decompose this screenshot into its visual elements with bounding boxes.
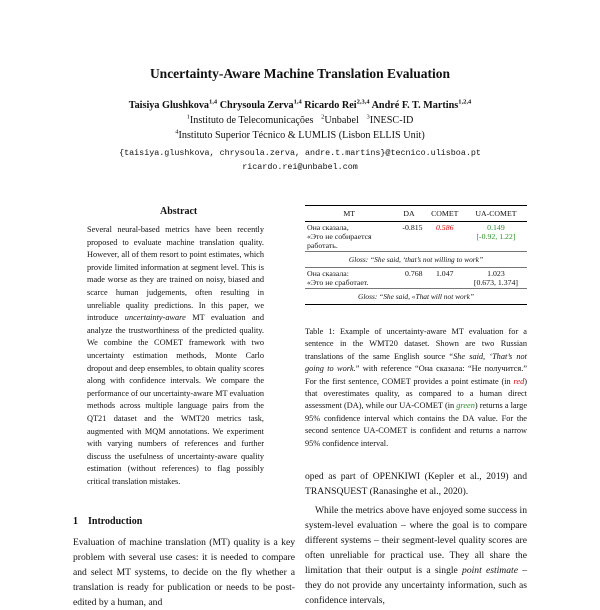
affiliation: Instituto Superior Técnico & LUMLIS (Lisbon ELLIS Unit) bbox=[178, 130, 425, 141]
gloss-row: Gloss: “She said, «That will not work” bbox=[305, 289, 527, 305]
ua-comet-cell: 1.023 [0.673, 1.374] bbox=[473, 269, 519, 287]
section-heading-introduction: 1 Introduction bbox=[73, 516, 143, 527]
author-name: Taisiya Glushkova bbox=[128, 100, 210, 111]
author-name: André F. T. Martins bbox=[371, 100, 459, 111]
affiliation: INESC-ID bbox=[369, 115, 414, 126]
table-row bbox=[305, 222, 527, 252]
gloss-row: Gloss: “She said, ‘that’s not willing to work” bbox=[305, 252, 527, 268]
abstract-heading: Abstract bbox=[160, 206, 198, 217]
author-affiliation-mark: 1,4 bbox=[293, 98, 302, 106]
author-affiliation-mark: 1,2,4 bbox=[458, 98, 472, 106]
column-header-mt: MT bbox=[305, 206, 393, 222]
author-affiliation-mark: 2,3,4 bbox=[356, 98, 370, 106]
comet-cell: 1.047 bbox=[435, 269, 454, 278]
mt-cell: Она сказала: «Это не сработает. bbox=[307, 269, 369, 287]
paragraph: While the metrics above have enjoyed some success in system-level evaluation – where the goal is to compare different systems – their segment-level quality scores are often unreliable for practical use. They all share the limitation that their output is a single point estimate – they do not provide any uncertainty information, such as confidence intervals, bbox=[305, 505, 528, 606]
paper-title: Uncertainty-Aware Machine Translation Evaluation bbox=[149, 66, 451, 81]
introduction-text: Evaluation of machine translation (MT) quality is a key problem with several use cases: it is needed to compare and select MT systems, to decide on the fly whether a translation is ready for publication or needs to be post-edited by a human, and bbox=[73, 537, 295, 608]
affiliation: Instituto de Telecomunicações bbox=[189, 115, 314, 126]
ua-comet-cell: 0.149 [-0.92, 1.22] bbox=[476, 223, 516, 241]
right-column-text bbox=[305, 469, 527, 608]
affiliations-line-1: $^1$Instituto de Telecomunicações $^2$Unbabel $^3$INESC-ID bbox=[186, 113, 414, 126]
column-header-comet: COMET bbox=[425, 206, 465, 222]
mt-cell: Она сказала, «Это не собирается работать. bbox=[307, 223, 372, 250]
da-cell: -0.815 bbox=[402, 223, 423, 232]
paragraph: oped as part of OPENKIWI (Kepler et al., 2019) and TRANSQUEST (Ranasinghe et al., 2020). bbox=[305, 471, 527, 497]
author-affiliation-mark: 1,4 bbox=[209, 98, 218, 106]
column-header-da: DA bbox=[393, 206, 424, 222]
table-caption: Table 1: Example of uncertainty-aware MT evaluation for a sentence in the WMT20 dataset. Shown are two Russian translations of the same English source “She said, ‘That’s not going to work.” with reference “Она сказала: “Не получится.” For the first sentence, COMET provides a point estimate (in red) that overestimates quality, as compared to a human direct assessment (DA), while our UA-COMET (in green) returns a large 95% confidence interval which contains the DA value. For the second sentence UA-COMET is confident and returns a narrow 95% confidence interval. bbox=[305, 327, 528, 448]
column-header-ua-comet: UA-COMET bbox=[465, 206, 527, 222]
author-email: ricardo.rei@unbabel.com bbox=[242, 162, 358, 172]
abstract-text: Several neural-based metrics have been recently proposed to evaluate machine translation quality. However, all of them resort to point estimates, which provide limited information at segment level. This is made worse as they are trained on noisy, biased and scarce human judgements, often resulting in unreliable quality predictions. In this paper, we introduce uncertainty-aware MT evaluation and analyze the trustworthiness of the predicted quality. We combine the COMET framework with two uncertainty estimation methods, Monte Carlo dropout and deep ensembles, to obtain quality scores along with confidence intervals. We compare the performance of our uncertainty-aware MT evaluation methods across multiple language pairs from the QT21 dataset and the WMT20 metrics task, augmented with MQM annotations. We experiment with varying numbers of references and further discuss the usefulness of uncertainty-aware quality estimation (without references) to flag possibly critical translation mistakes. bbox=[87, 225, 264, 486]
author-emails: {taisiya.glushkova, chrysoula.zerva, andre.t.martins}@tecnico.ulisboa.pt bbox=[119, 148, 481, 158]
affiliations-line-2: $^4$Instituto Superior Técnico & LUMLIS (Lisbon ELLIS Unit) bbox=[175, 128, 425, 141]
author-list bbox=[0, 100, 600, 111]
table-row bbox=[305, 268, 527, 289]
author-name: Ricardo Rei bbox=[304, 100, 357, 111]
example-table bbox=[305, 205, 527, 305]
da-cell: 0.768 bbox=[405, 269, 423, 278]
comet-cell: 0.586 bbox=[435, 223, 454, 232]
affiliation: Unbabel bbox=[324, 115, 359, 126]
author-name: Chrysoula Zerva bbox=[219, 100, 294, 111]
